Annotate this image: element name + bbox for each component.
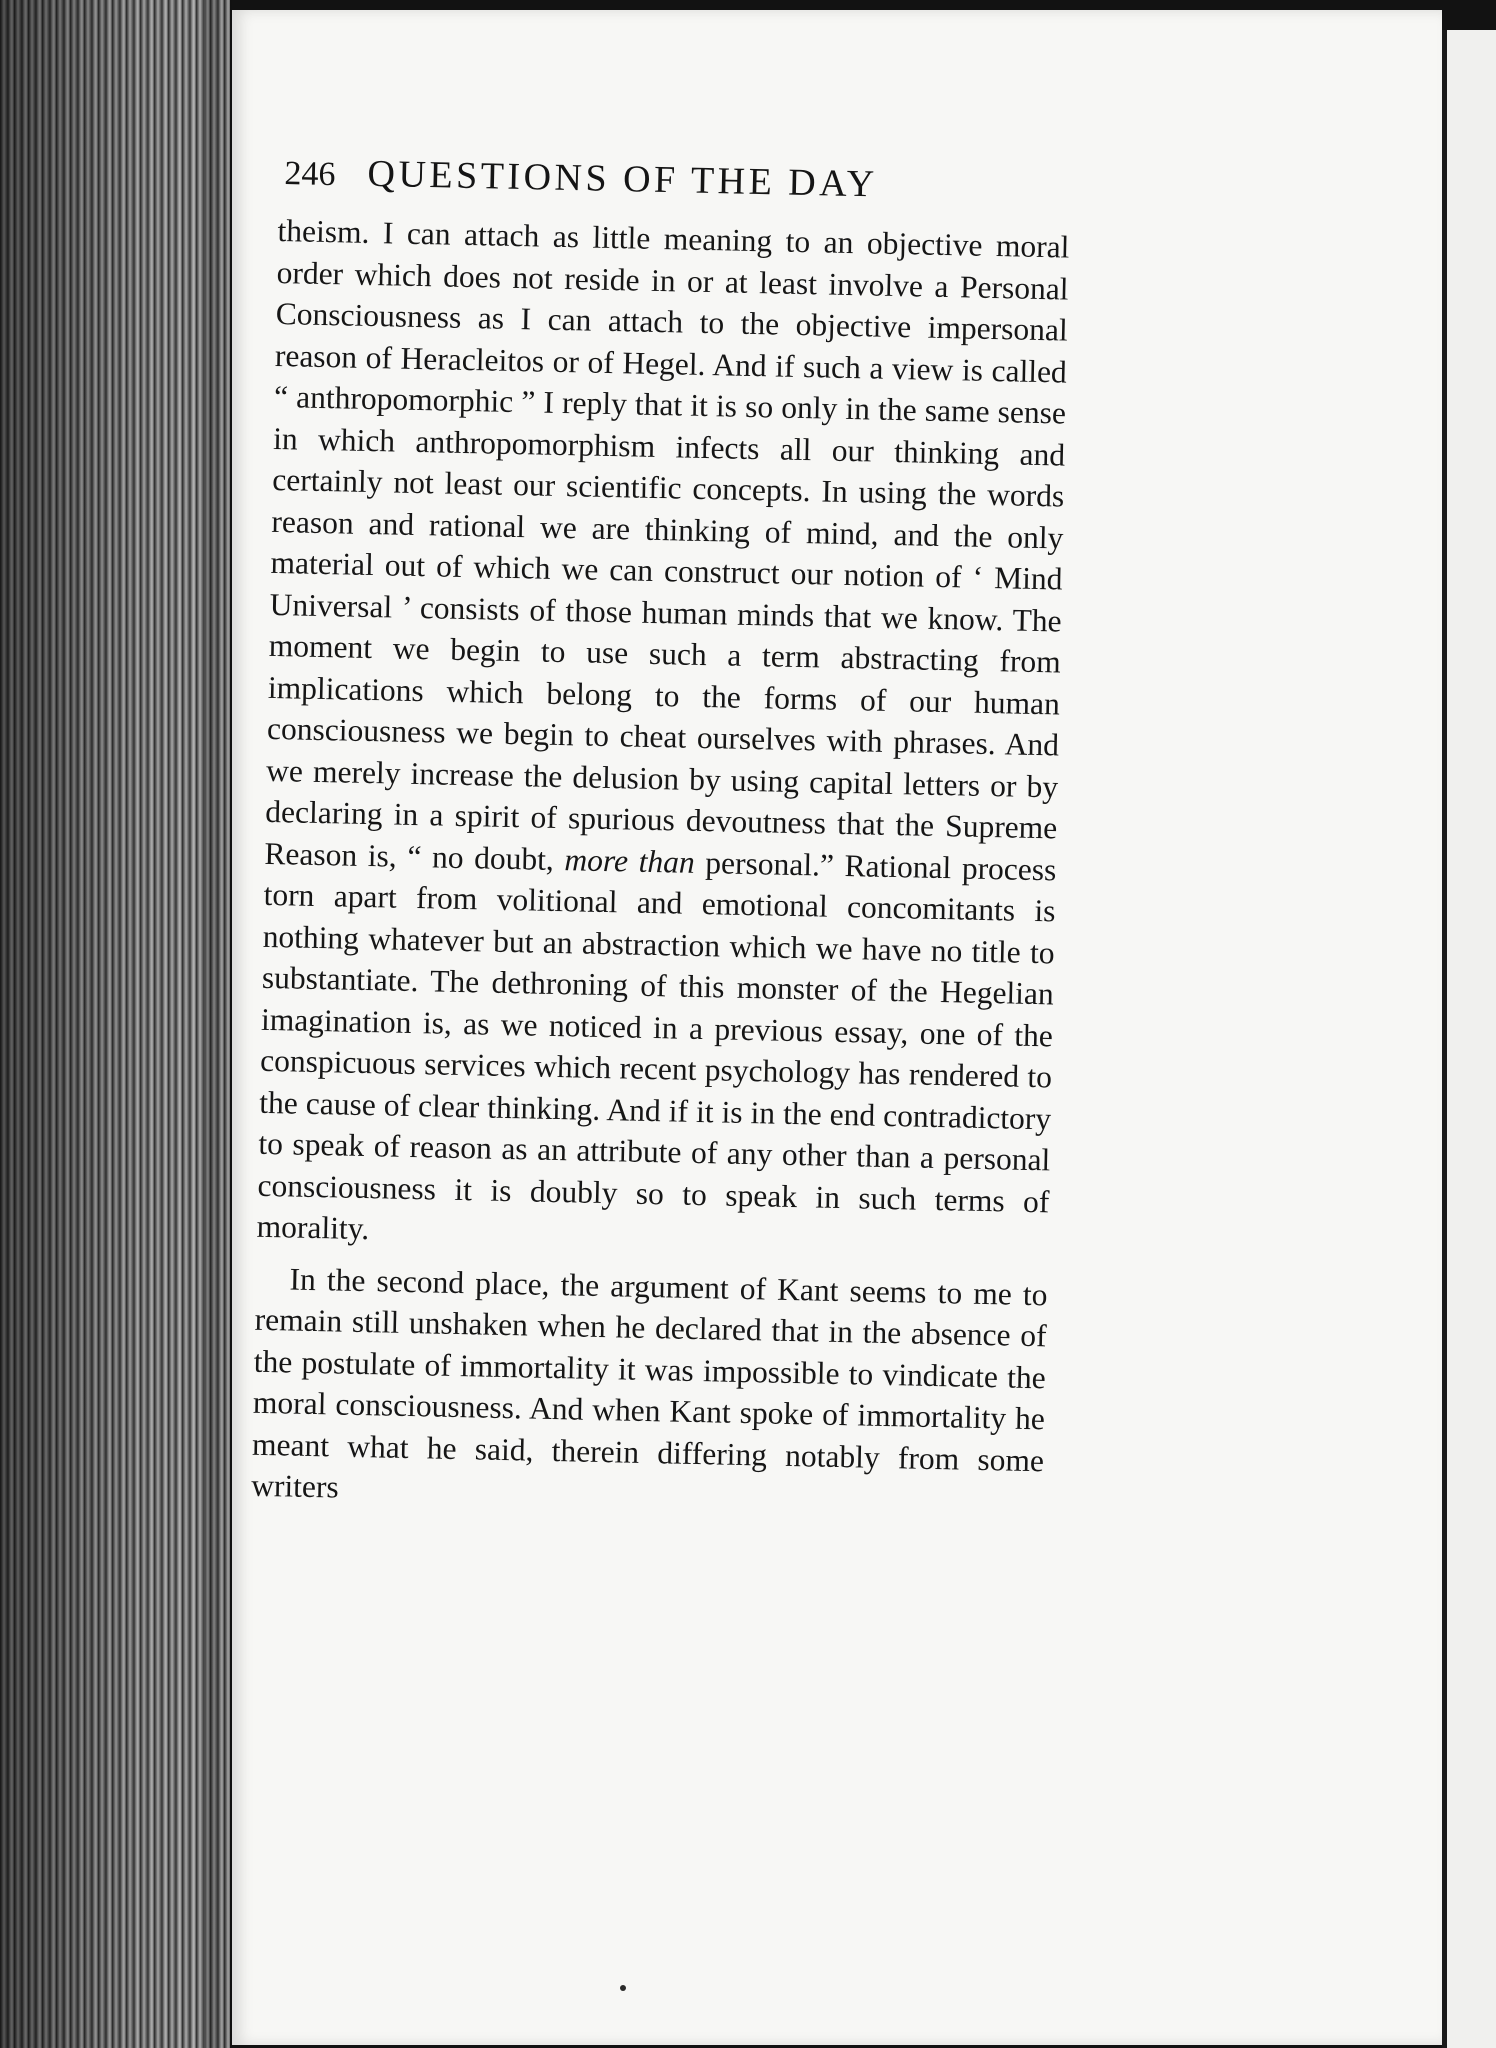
paragraph-1-rest: personal.” Rational process torn apart from volitional and emotional concomitants is nothing whatever but an abstraction which we have no title to substantiate. The dethroning of this monster of the Hegelian imagination is, as we noticed in a previous essay, one of the conspicuous services which recent psychology has rendered to the cause of clear thinking. And if it is in the end contradictory to speak of reason as an attribute of any other than a personal consciousness it is doubly so to speak in such terms of morality.	[256, 844, 1057, 1247]
body-text	[251, 210, 1070, 1523]
running-head: QUESTIONS OF THE DAY	[367, 152, 879, 206]
ink-speck	[620, 1985, 626, 1991]
gutter-shadow	[205, 0, 235, 2048]
paragraph-1	[256, 210, 1070, 1264]
paragraph-2: In the second place, the argument of Kant seems to me to remain still unshaken when he declared that in the absence of the postulate of immortality it was impossible to vindicate the moral consciousness. And when Kant spoke of immortality he meant what he said, therein differing notably from some writers	[250, 1260, 1048, 1505]
page-edges-stack	[0, 0, 230, 2048]
facing-page-edge	[1442, 30, 1496, 2048]
italic-phrase: more than	[564, 841, 696, 880]
page-number: 246	[284, 154, 336, 194]
paragraph-1-text: theism. I can attach as little meaning to an objective moral order which does not reside in or at least involve a Personal Consciousness as I can attach to the objective impersonal reason of Heracleitos or of Hegel. And if such a view is called “ anthropomorphic ” I reply that it is so only in the same sense in which anthropomorphism infects all our thinking and certainly not least our scientific concepts. In using the words reason and rational we are thinking of mind, and the only material out of which we can construct our notion of ‘ Mind Universal ’ consists of those human minds that we know. The moment we begin to use such a term abstracting from implications which belong to the forms of our human consciousness we begin to cheat ourselves with phrases. And we merely increase the delusion by using capital letters or by declaring in a spirit of spurious devoutness that the Supreme Reason is, “ no doubt,	[264, 212, 1070, 877]
